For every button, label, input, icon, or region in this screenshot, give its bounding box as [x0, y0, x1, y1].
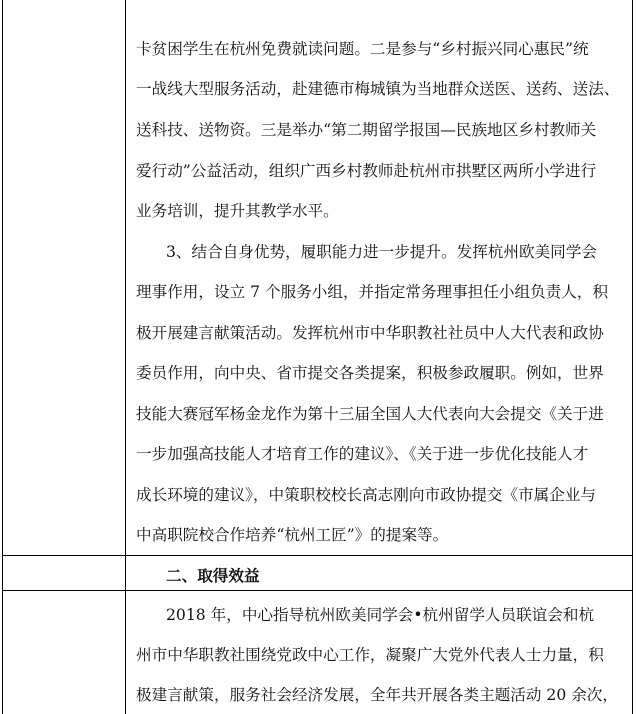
- table-right-border: [632, 0, 633, 714]
- text-line: 成长环境的建议》，中策职校校长高志刚向市政协提交《市属企业与: [136, 486, 597, 504]
- text-line: 州市中华职教社围绕党政中心工作，凝聚广大党外代表人士力量，积: [136, 646, 604, 664]
- text-line: 送科技、送物资。三是举办“第二期留学报国—民族地区乡村教师关: [136, 121, 597, 139]
- row-divider-1: [2, 555, 633, 556]
- text-line: 中高职院校合作培养“杭州工匠”》的提案等。: [136, 526, 449, 544]
- table-column-divider: [125, 0, 126, 714]
- text-line: 极建言献策，服务社会经济发展，全年共开展各类主题活动 20 余次，: [136, 686, 618, 704]
- text-line: 卡贫困学生在杭州免费就读问题。二是参与“乡村振兴同心惠民”统: [136, 40, 589, 58]
- text-line: 一步加强高技能人才培育工作的建议》、《关于进一步优化技能人才: [136, 445, 589, 463]
- text-line: 技能大赛冠军杨金龙作为第十三届全国人大代表向大会提交《关于进: [136, 405, 604, 423]
- row-divider-2: [2, 590, 633, 591]
- text-line: 理事作用，设立 7 个服务小组，并指定常务理事担任小组负责人，积: [136, 283, 609, 301]
- text-line: 3、结合自身优势，履职能力进一步提升。发挥杭州欧美同学会: [166, 243, 597, 261]
- text-line: 业务培训，提升其教学水平。: [136, 202, 339, 220]
- text-line: 委员作用，向中央、省市提交各类提案，积极参政履职。例如，世界: [136, 364, 604, 382]
- section-heading: 二、取得效益: [166, 567, 260, 585]
- text-line: 爱行动”公益活动，组织广西乡村教师赴杭州市拱墅区两所小学进行: [136, 162, 597, 180]
- text-line: 2018 年，中心指导杭州欧美同学会•杭州留学人员联谊会和杭: [166, 606, 595, 624]
- text-line: 一战线大型服务活动，赴建德市梅城镇为当地群众送医、送药、送法、: [136, 80, 620, 98]
- table-left-border: [2, 0, 3, 714]
- text-line: 极开展建言献策活动。发挥杭州市中华职教社社员中人大代表和政协: [136, 324, 604, 342]
